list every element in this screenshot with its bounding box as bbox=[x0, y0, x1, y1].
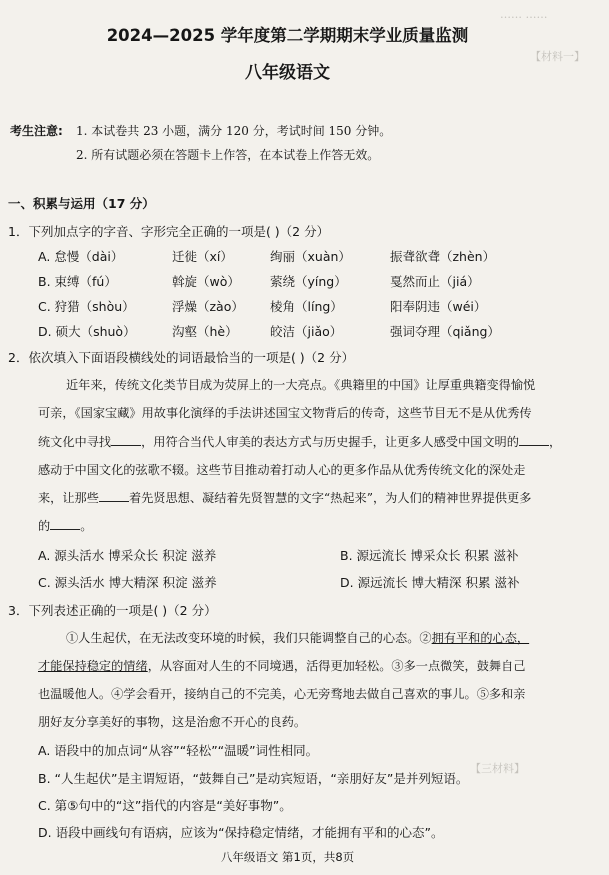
q1-c-2: 浮燥（zào） bbox=[172, 299, 244, 314]
q1-c-4: 阳奉阴违（wéi） bbox=[390, 299, 487, 314]
q1-c-3: 棱角（líng） bbox=[270, 299, 343, 314]
q2-option-c: C. 源头活水 博大精深 积淀 滋养 bbox=[38, 575, 217, 590]
q3-passage-line-2 bbox=[38, 657, 578, 674]
q2-option-b: B. 源远流长 博采众长 积累 滋补 bbox=[340, 548, 519, 563]
bleed-through: 【三材料】 bbox=[470, 762, 525, 775]
q1-c-1: C. 狩猎（shòu） bbox=[38, 299, 135, 314]
q3-text: ①人生起伏，在无法改变环境的时候，我们只能调整自己的心态。② bbox=[66, 631, 432, 645]
q3-passage-line-1 bbox=[66, 629, 606, 646]
q3-option-d: D. 语段中画线句有语病，应该为“保持稳定情绪，才能拥有平和的心态”。 bbox=[38, 825, 444, 840]
q1-d-2: 沟壑（hè） bbox=[172, 324, 238, 339]
q3-passage-line-4: 朋好友分享美好的事物，这是治愈不开心的良药。 bbox=[38, 715, 307, 729]
q2-option-a: A. 源头活水 博采众长 积淀 滋养 bbox=[38, 548, 217, 563]
q2-passage-line-4: 感动于中国文化的弦歌不辍。这些节目推动着打动人心的更多作品从优秀传统文化的深处走 bbox=[38, 463, 526, 477]
q3-option-a: A. 语段中的加点词“从容”“轻松”“温暖”词性相同。 bbox=[38, 743, 319, 758]
bleed-through: 【材料一】 bbox=[530, 50, 585, 63]
q1-a-2: 迁徙（xí） bbox=[172, 249, 233, 264]
notice-label: 考生注意: bbox=[10, 124, 63, 138]
q2-passage-line-5 bbox=[38, 489, 578, 506]
question-1-stem: 1．下列加点字的字音、字形完全正确的一项是( )（2 分） bbox=[8, 224, 330, 239]
question-3-stem: 3．下列表述正确的一项是( )（2 分） bbox=[8, 603, 217, 618]
q3-text: ，从容面对人生的不同境遇，活得更加轻松。③多一点微笑，鼓舞自己 bbox=[147, 659, 526, 673]
q2-passage-line-1: 近年来，传统文化类节目成为荧屏上的一大亮点。《典籍里的中国》让厚重典籍变得愉悦 bbox=[66, 378, 536, 392]
notice-line-1: 1. 本试卷共 23 小题，满分 120 分，考试时间 150 分钟。 bbox=[76, 124, 392, 138]
q3-underlined-sentence: 才能保持稳定的情绪 bbox=[38, 659, 148, 673]
q2-text: 。 bbox=[80, 519, 93, 533]
q2-passage-line-3 bbox=[38, 433, 578, 450]
q2-text: 统文化中寻找 bbox=[38, 435, 112, 449]
q1-a-3: 绚丽（xuàn） bbox=[270, 249, 351, 264]
exam-subtitle: 八年级语文 bbox=[245, 63, 330, 83]
q1-d-3: 皎洁（jiǎo） bbox=[270, 324, 343, 339]
q2-passage-line-2: 可亲，《国家宝藏》用故事化演绎的手法讲述国宝文物背后的传奇，这些节目无不是从优秀传 bbox=[38, 406, 532, 420]
q1-d-4: 强词夺理（qiǎng） bbox=[390, 324, 500, 339]
q2-text: ， bbox=[548, 435, 562, 449]
exam-title: 2024—2025 学年度第二学期期末学业质量监测 bbox=[106, 26, 469, 45]
q1-b-3: 萦绕（yíng） bbox=[270, 274, 347, 289]
notice-line-2: 2. 所有试题必须在答题卡上作答，在本试卷上作答无效。 bbox=[76, 148, 380, 162]
q2-text: 的 bbox=[38, 519, 51, 533]
q3-option-c: C. 第⑤句中的“这”指代的内容是“美好事物”。 bbox=[38, 798, 292, 813]
answer-blank bbox=[519, 435, 549, 446]
answer-blank bbox=[111, 435, 141, 446]
q1-b-1: B. 束缚（fú） bbox=[38, 274, 117, 289]
q3-underlined-sentence: 拥有平和的心态， bbox=[431, 631, 530, 645]
answer-blank bbox=[99, 491, 129, 502]
q2-passage-line-6 bbox=[38, 517, 578, 534]
q1-a-1: A. 怠慢（dài） bbox=[38, 249, 124, 264]
answer-blank bbox=[50, 519, 80, 530]
question-2-stem: 2．依次填入下面语段横线处的词语最恰当的一项是( )（2 分） bbox=[8, 350, 355, 365]
q2-text: 来，让那些 bbox=[38, 491, 99, 505]
q1-b-2: 斡旋（wò） bbox=[172, 274, 240, 289]
q3-option-b: B. “人生起伏”是主谓短语，“鼓舞自己”是动宾短语，“亲朋好友”是并列短语。 bbox=[38, 771, 469, 786]
q3-passage-line-3: 也温暖他人。④学会看开，接纳自己的不完美，心无旁骛地去做自己喜欢的事儿。⑤多和亲 bbox=[38, 687, 526, 701]
bleed-through: …… …… bbox=[500, 8, 548, 21]
q2-option-d: D. 源远流长 博大精深 积累 滋补 bbox=[340, 575, 520, 590]
q1-a-4: 振聋欲聋（zhèn） bbox=[390, 249, 496, 264]
q2-text: 着先贤思想、凝结着先贤智慧的文字“热起来”，为人们的精神世界提供更多 bbox=[128, 491, 532, 505]
page-footer: 八年级语文 第1页，共8页 bbox=[220, 850, 355, 864]
section-heading: 一、积累与运用（17 分） bbox=[8, 196, 155, 211]
q1-d-1: D. 硕大（shuò） bbox=[38, 324, 136, 339]
q1-b-4: 戛然而止（jiá） bbox=[390, 274, 480, 289]
q2-text: ，用符合当代人审美的表达方式与历史握手，让更多人感受中国文明的 bbox=[141, 435, 519, 449]
